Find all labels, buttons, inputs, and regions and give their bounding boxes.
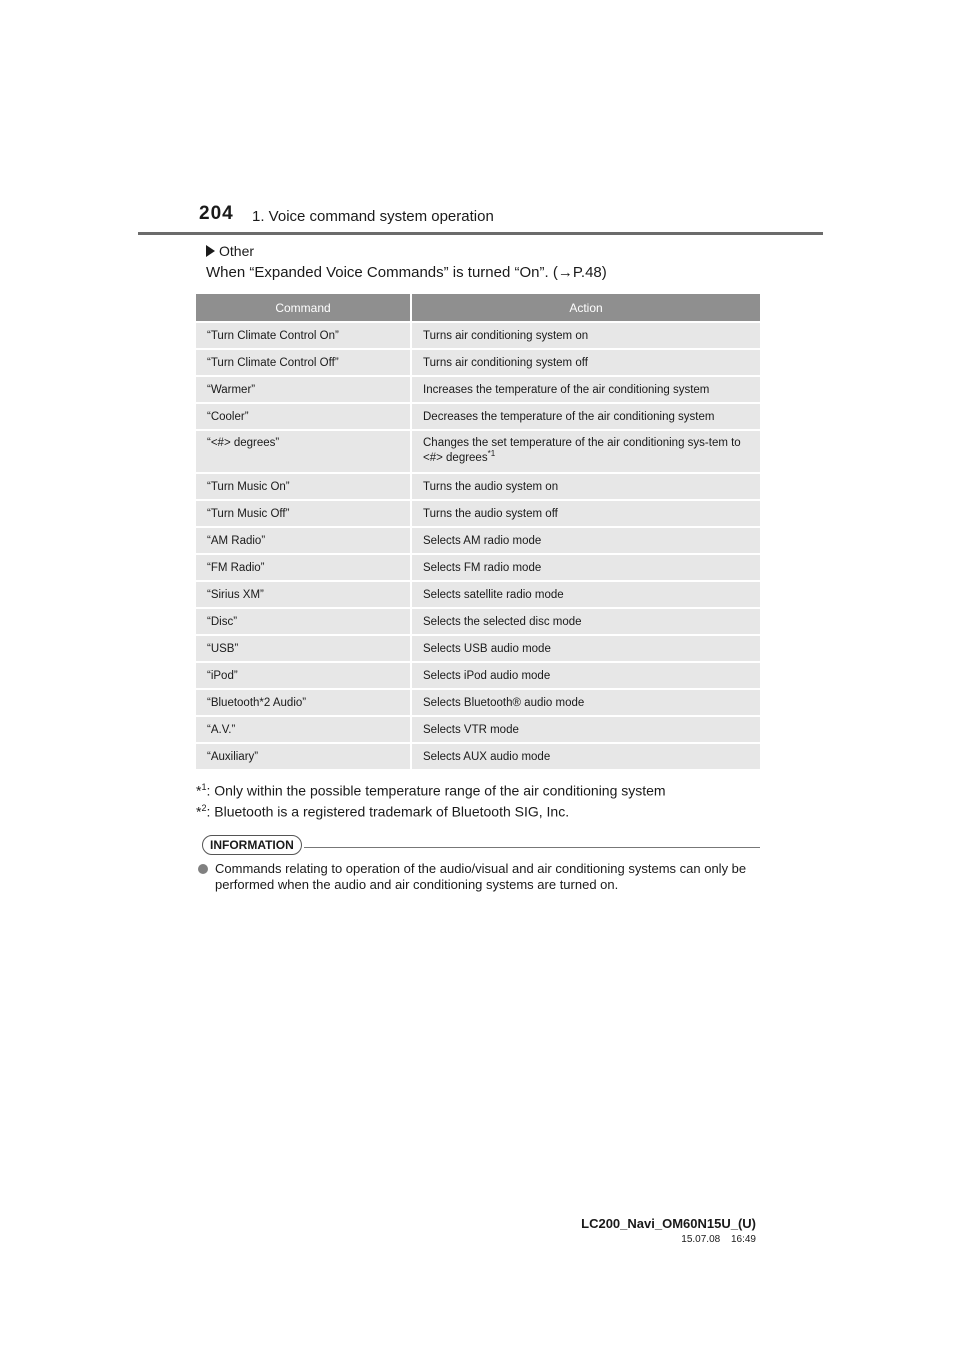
table-row — [196, 500, 760, 527]
footnote-number: 2 — [201, 803, 207, 813]
action-cell: Selects satellite radio mode — [411, 581, 760, 608]
command-cell: “Turn Climate Control Off” — [196, 349, 411, 376]
action-cell: Turns air conditioning system on — [411, 322, 760, 349]
footnote-number: 1 — [201, 782, 207, 792]
arrow-icon: → — [557, 264, 573, 281]
table-row — [196, 430, 760, 473]
intro-prefix: When “Expanded Voice Commands” is turned “On”. ( — [206, 264, 558, 281]
header-rule — [138, 232, 823, 235]
action-cell — [411, 430, 760, 473]
table-row — [196, 554, 760, 581]
command-cell: “Turn Climate Control On” — [196, 322, 411, 349]
action-cell: Selects AUX audio mode — [411, 743, 760, 769]
subheading-label: Other — [219, 243, 255, 259]
command-cell: “<#> degrees” — [196, 430, 411, 473]
table-row — [196, 349, 760, 376]
command-cell: “Bluetooth*2 Audio” — [196, 689, 411, 716]
action-cell: Selects USB audio mode — [411, 635, 760, 662]
action-cell: Selects VTR mode — [411, 716, 760, 743]
action-cell: Selects the selected disc mode — [411, 608, 760, 635]
command-cell: “AM Radio” — [196, 527, 411, 554]
bullet-icon — [198, 864, 208, 874]
command-cell: “Cooler” — [196, 403, 411, 430]
document-timestamp: 15.07.08 16:49 — [681, 1234, 756, 1245]
table-row — [196, 581, 760, 608]
footnote-2 — [196, 803, 569, 820]
information-badge: INFORMATION — [202, 835, 302, 855]
triangle-bullet-icon — [206, 245, 215, 257]
action-cell: Selects Bluetooth® audio mode — [411, 689, 760, 716]
footnote-mark: *1 — [487, 449, 496, 459]
footnote-text: : Bluetooth is a registered trademark of Bluetooth SIG, Inc. — [206, 803, 570, 820]
section-title: 1. Voice command system operation — [252, 208, 494, 225]
column-header-action: Action — [411, 294, 760, 322]
page-reference-link[interactable]: P.48) — [572, 264, 607, 281]
command-cell: “USB” — [196, 635, 411, 662]
page-number: 204 — [199, 203, 234, 224]
table-row — [196, 403, 760, 430]
command-cell: “Turn Music On” — [196, 473, 411, 500]
action-cell: Selects AM radio mode — [411, 527, 760, 554]
information-rule — [304, 847, 760, 848]
table-row — [196, 635, 760, 662]
table-row — [196, 716, 760, 743]
command-cell: “FM Radio” — [196, 554, 411, 581]
table-row — [196, 473, 760, 500]
voice-command-table — [196, 294, 760, 769]
column-header-command: Command — [196, 294, 411, 322]
table-row — [196, 662, 760, 689]
footnote-1 — [196, 782, 666, 799]
action-cell: Turns the audio system on — [411, 473, 760, 500]
action-cell: Selects FM radio mode — [411, 554, 760, 581]
command-cell: “Disc” — [196, 608, 411, 635]
command-cell: “Warmer” — [196, 376, 411, 403]
table-header-row — [196, 294, 760, 322]
table-row — [196, 376, 760, 403]
footnote-mark: * — [196, 803, 202, 820]
information-text: Commands relating to operation of the audio/visual and air conditioning systems can only be performed when the audio and air conditioning systems are turned on. — [215, 861, 747, 892]
footnote-text: : Only within the possible temperature range of the air conditioning system — [206, 782, 666, 799]
table-row — [196, 322, 760, 349]
action-cell: Turns the audio system off — [411, 500, 760, 527]
table-row — [196, 743, 760, 769]
command-cell: “Auxiliary” — [196, 743, 411, 769]
intro-text — [206, 264, 607, 281]
information-item — [196, 861, 776, 893]
subheading — [206, 243, 254, 259]
table-row — [196, 689, 760, 716]
command-cell: “iPod” — [196, 662, 411, 689]
action-cell: Turns air conditioning system off — [411, 349, 760, 376]
action-cell: Decreases the temperature of the air conditioning system — [411, 403, 760, 430]
command-cell: “Sirius XM” — [196, 581, 411, 608]
action-cell: Increases the temperature of the air conditioning system — [411, 376, 760, 403]
document-code: LC200_Navi_OM60N15U_(U) — [581, 1216, 756, 1231]
command-cell: “Turn Music Off” — [196, 500, 411, 527]
footnote-mark: * — [196, 782, 202, 799]
action-text: Changes the set temperature of the air conditioning sys-tem to <#> degrees — [423, 437, 741, 464]
table-row — [196, 608, 760, 635]
command-cell: “A.V.” — [196, 716, 411, 743]
action-cell: Selects iPod audio mode — [411, 662, 760, 689]
table-row — [196, 527, 760, 554]
